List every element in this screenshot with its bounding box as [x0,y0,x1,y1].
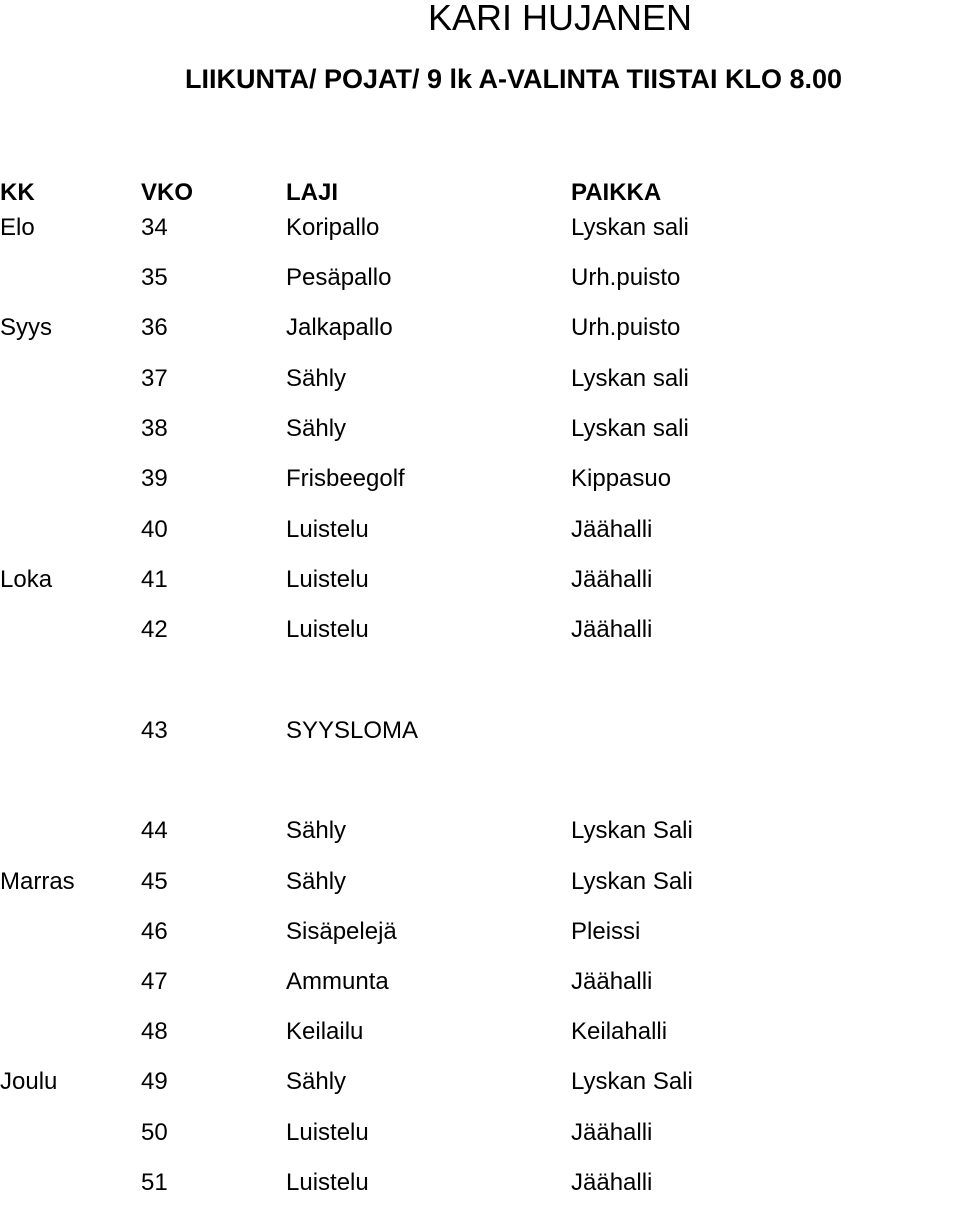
cell-paikka: Urh.puisto [571,314,681,341]
cell-vko: 37 [141,365,168,392]
cell-paikka: Jäähalli [571,616,653,643]
cell-vko: 39 [141,465,168,492]
cell-kk: Elo [0,214,35,241]
cell-laji: Koripallo [286,214,380,241]
cell-vko: 47 [141,968,168,995]
cell-vko: 40 [141,516,168,543]
cell-paikka: Lyskan sali [571,214,689,241]
cell-laji: Luistelu [286,1119,369,1146]
cell-laji: Ammunta [286,968,389,995]
cell-laji: Luistelu [286,566,369,593]
cell-paikka: Lyskan Sali [571,817,693,844]
cell-vko: 50 [141,1119,168,1146]
cell-laji: Sähly [286,365,347,392]
cell-kk: Syys [0,314,53,341]
cell-vko: 42 [141,616,168,643]
cell-paikka: Kippasuo [571,465,672,492]
cell-laji: Sähly [286,868,347,895]
cell-paikka: Lyskan sali [571,415,689,442]
cell-vko: 44 [141,817,168,844]
cell-vko: 41 [141,566,168,593]
cell-paikka: Keilahalli [571,1018,668,1045]
cell-paikka: Pleissi [571,918,641,945]
cell-vko: 36 [141,314,168,341]
cell-laji: Sähly [286,415,347,442]
cell-laji: Sähly [286,817,347,844]
cell-kk: Loka [0,566,53,593]
cell-laji: Luistelu [286,1169,369,1196]
cell-vko: 45 [141,868,168,895]
header-vko: VKO [141,179,194,206]
cell-paikka: Jäähalli [571,516,653,543]
cell-paikka: Jäähalli [571,1119,653,1146]
cell-paikka: Lyskan sali [571,365,689,392]
cell-laji: Sisäpelejä [286,918,397,945]
cell-laji: Keilailu [286,1018,364,1045]
cell-laji: Pesäpallo [286,264,392,291]
cell-kk: Marras [0,868,75,895]
cell-laji: Sähly [286,1068,347,1095]
cell-vko: 43 [141,717,168,744]
cell-laji: Frisbeegolf [286,465,405,492]
cell-paikka: Lyskan Sali [571,1068,693,1095]
header-kk: KK [0,179,35,206]
cell-vko: 35 [141,264,168,291]
cell-paikka: Jäähalli [571,1169,653,1196]
cell-vko: 48 [141,1018,168,1045]
cell-vko: 38 [141,415,168,442]
cell-vko: 34 [141,214,168,241]
cell-paikka: Urh.puisto [571,264,681,291]
header-paikka: PAIKKA [571,179,662,206]
course-subtitle: LIIKUNTA/ POJAT/ 9 lk A-VALINTA TIISTAI KLO 8.00 [185,64,843,94]
cell-kk: Joulu [0,1068,58,1095]
cell-paikka: Jäähalli [571,566,653,593]
author-name: KARI HUJANEN [428,0,693,38]
cell-laji: Luistelu [286,516,369,543]
header-laji: LAJI [286,179,339,206]
cell-vko: 46 [141,918,168,945]
cell-vko: 49 [141,1068,168,1095]
cell-paikka: Jäähalli [571,968,653,995]
cell-vko: 51 [141,1169,168,1196]
cell-paikka: Lyskan Sali [571,868,693,895]
cell-laji: Jalkapallo [286,314,393,341]
cell-laji: SYYSLOMA [286,717,419,744]
cell-laji: Luistelu [286,616,369,643]
